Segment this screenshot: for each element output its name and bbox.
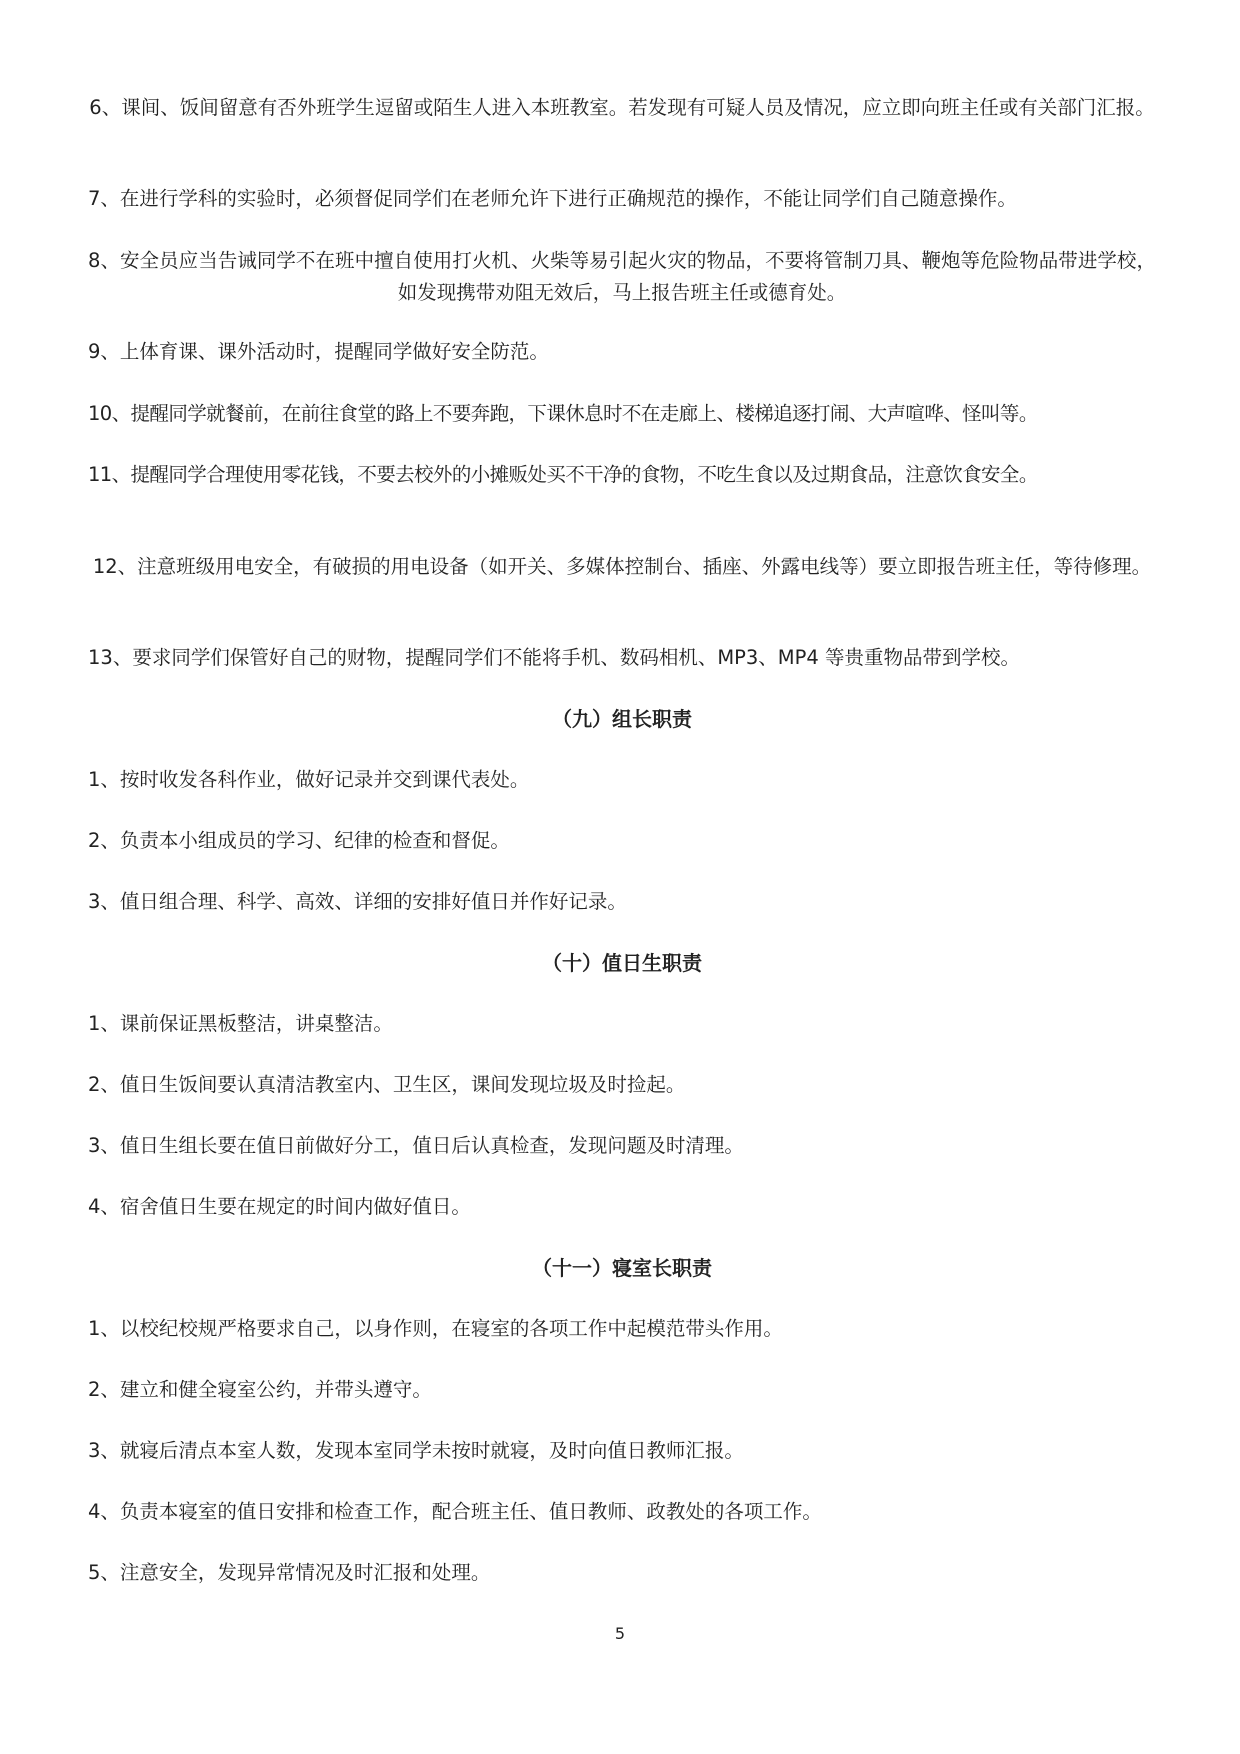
rule-paragraph: 1、按时收发各科作业，做好记录并交到课代表处。 xyxy=(88,768,530,791)
rule-paragraph: 11、提醒同学合理使用零花钱，不要去校外的小摊贩处买不干净的食物，不吃生食以及过期食品，注意饮食安全。 xyxy=(88,463,1038,486)
rule-paragraph: 5、注意安全，发现异常情况及时汇报和处理。 xyxy=(88,1561,491,1584)
rule-paragraph: 6、课间、饭间留意有否外班学生逗留或陌生人进入本班教室。若发现有可疑人员及情况，应立即向班主任或有关部门汇报。 xyxy=(89,96,1155,119)
rule-paragraph: 2、负责本小组成员的学习、纪律的检查和督促。 xyxy=(88,829,510,852)
rule-paragraph: 10、提醒同学就餐前，在前往食堂的路上不要奔跑，下课休息时不在走廊上、楼梯追逐打闹、大声喧哗、怪叫等。 xyxy=(88,402,1038,425)
rule-paragraph: 2、建立和健全寝室公约，并带头遵守。 xyxy=(88,1378,432,1401)
rule-paragraph: 7、在进行学科的实验时，必须督促同学们在老师允许下进行正确规范的操作，不能让同学们自己随意操作。 xyxy=(88,187,1017,210)
rule-paragraph: 8、安全员应当告诫同学不在班中擅自使用打火机、火柴等易引起火灾的物品，不要将管制刀具、鞭炮等危险物品带进学校，如发现携带劝阻无效后，马上报告班主任或德育处。 xyxy=(88,249,1156,304)
rule-paragraph: 1、以校纪校规严格要求自己，以身作则，在寝室的各项工作中起模范带头作用。 xyxy=(88,1317,783,1340)
rule-paragraph: 9、上体育课、课外活动时，提醒同学做好安全防范。 xyxy=(88,340,549,363)
rule-paragraph: 3、就寝后清点本室人数，发现本室同学未按时就寝，及时向值日教师汇报。 xyxy=(88,1439,744,1462)
section-heading: （九）组长职责 xyxy=(552,707,692,731)
rule-paragraph: 3、值日生组长要在值日前做好分工，值日后认真检查，发现问题及时清理。 xyxy=(88,1134,744,1157)
section-heading: （十）值日生职责 xyxy=(542,951,702,975)
rule-paragraph: 12、注意班级用电安全，有破损的用电设备（如开关、多媒体控制台、插座、外露电线等）要立即报告班主任，等待修理。 xyxy=(92,555,1152,578)
page-number: 5 xyxy=(614,1624,626,1643)
rule-paragraph: 3、值日组合理、科学、高效、详细的安排好值日并作好记录。 xyxy=(88,890,627,913)
rule-paragraph: 4、负责本寝室的值日安排和检查工作，配合班主任、值日教师、政教处的各项工作。 xyxy=(88,1500,822,1523)
rule-paragraph: 1、课前保证黑板整洁，讲桌整洁。 xyxy=(88,1012,393,1035)
rule-paragraph: 2、值日生饭间要认真清洁教室内、卫生区，课间发现垃圾及时捡起。 xyxy=(88,1073,686,1096)
section-heading: （十一）寝室长职责 xyxy=(532,1256,712,1280)
rule-paragraph: 13、要求同学们保管好自己的财物，提醒同学们不能将手机、数码相机、MP3、MP4 等贵重物品带到学校。 xyxy=(88,646,1020,669)
rule-paragraph: 4、宿舍值日生要在规定的时间内做好值日。 xyxy=(88,1195,471,1218)
